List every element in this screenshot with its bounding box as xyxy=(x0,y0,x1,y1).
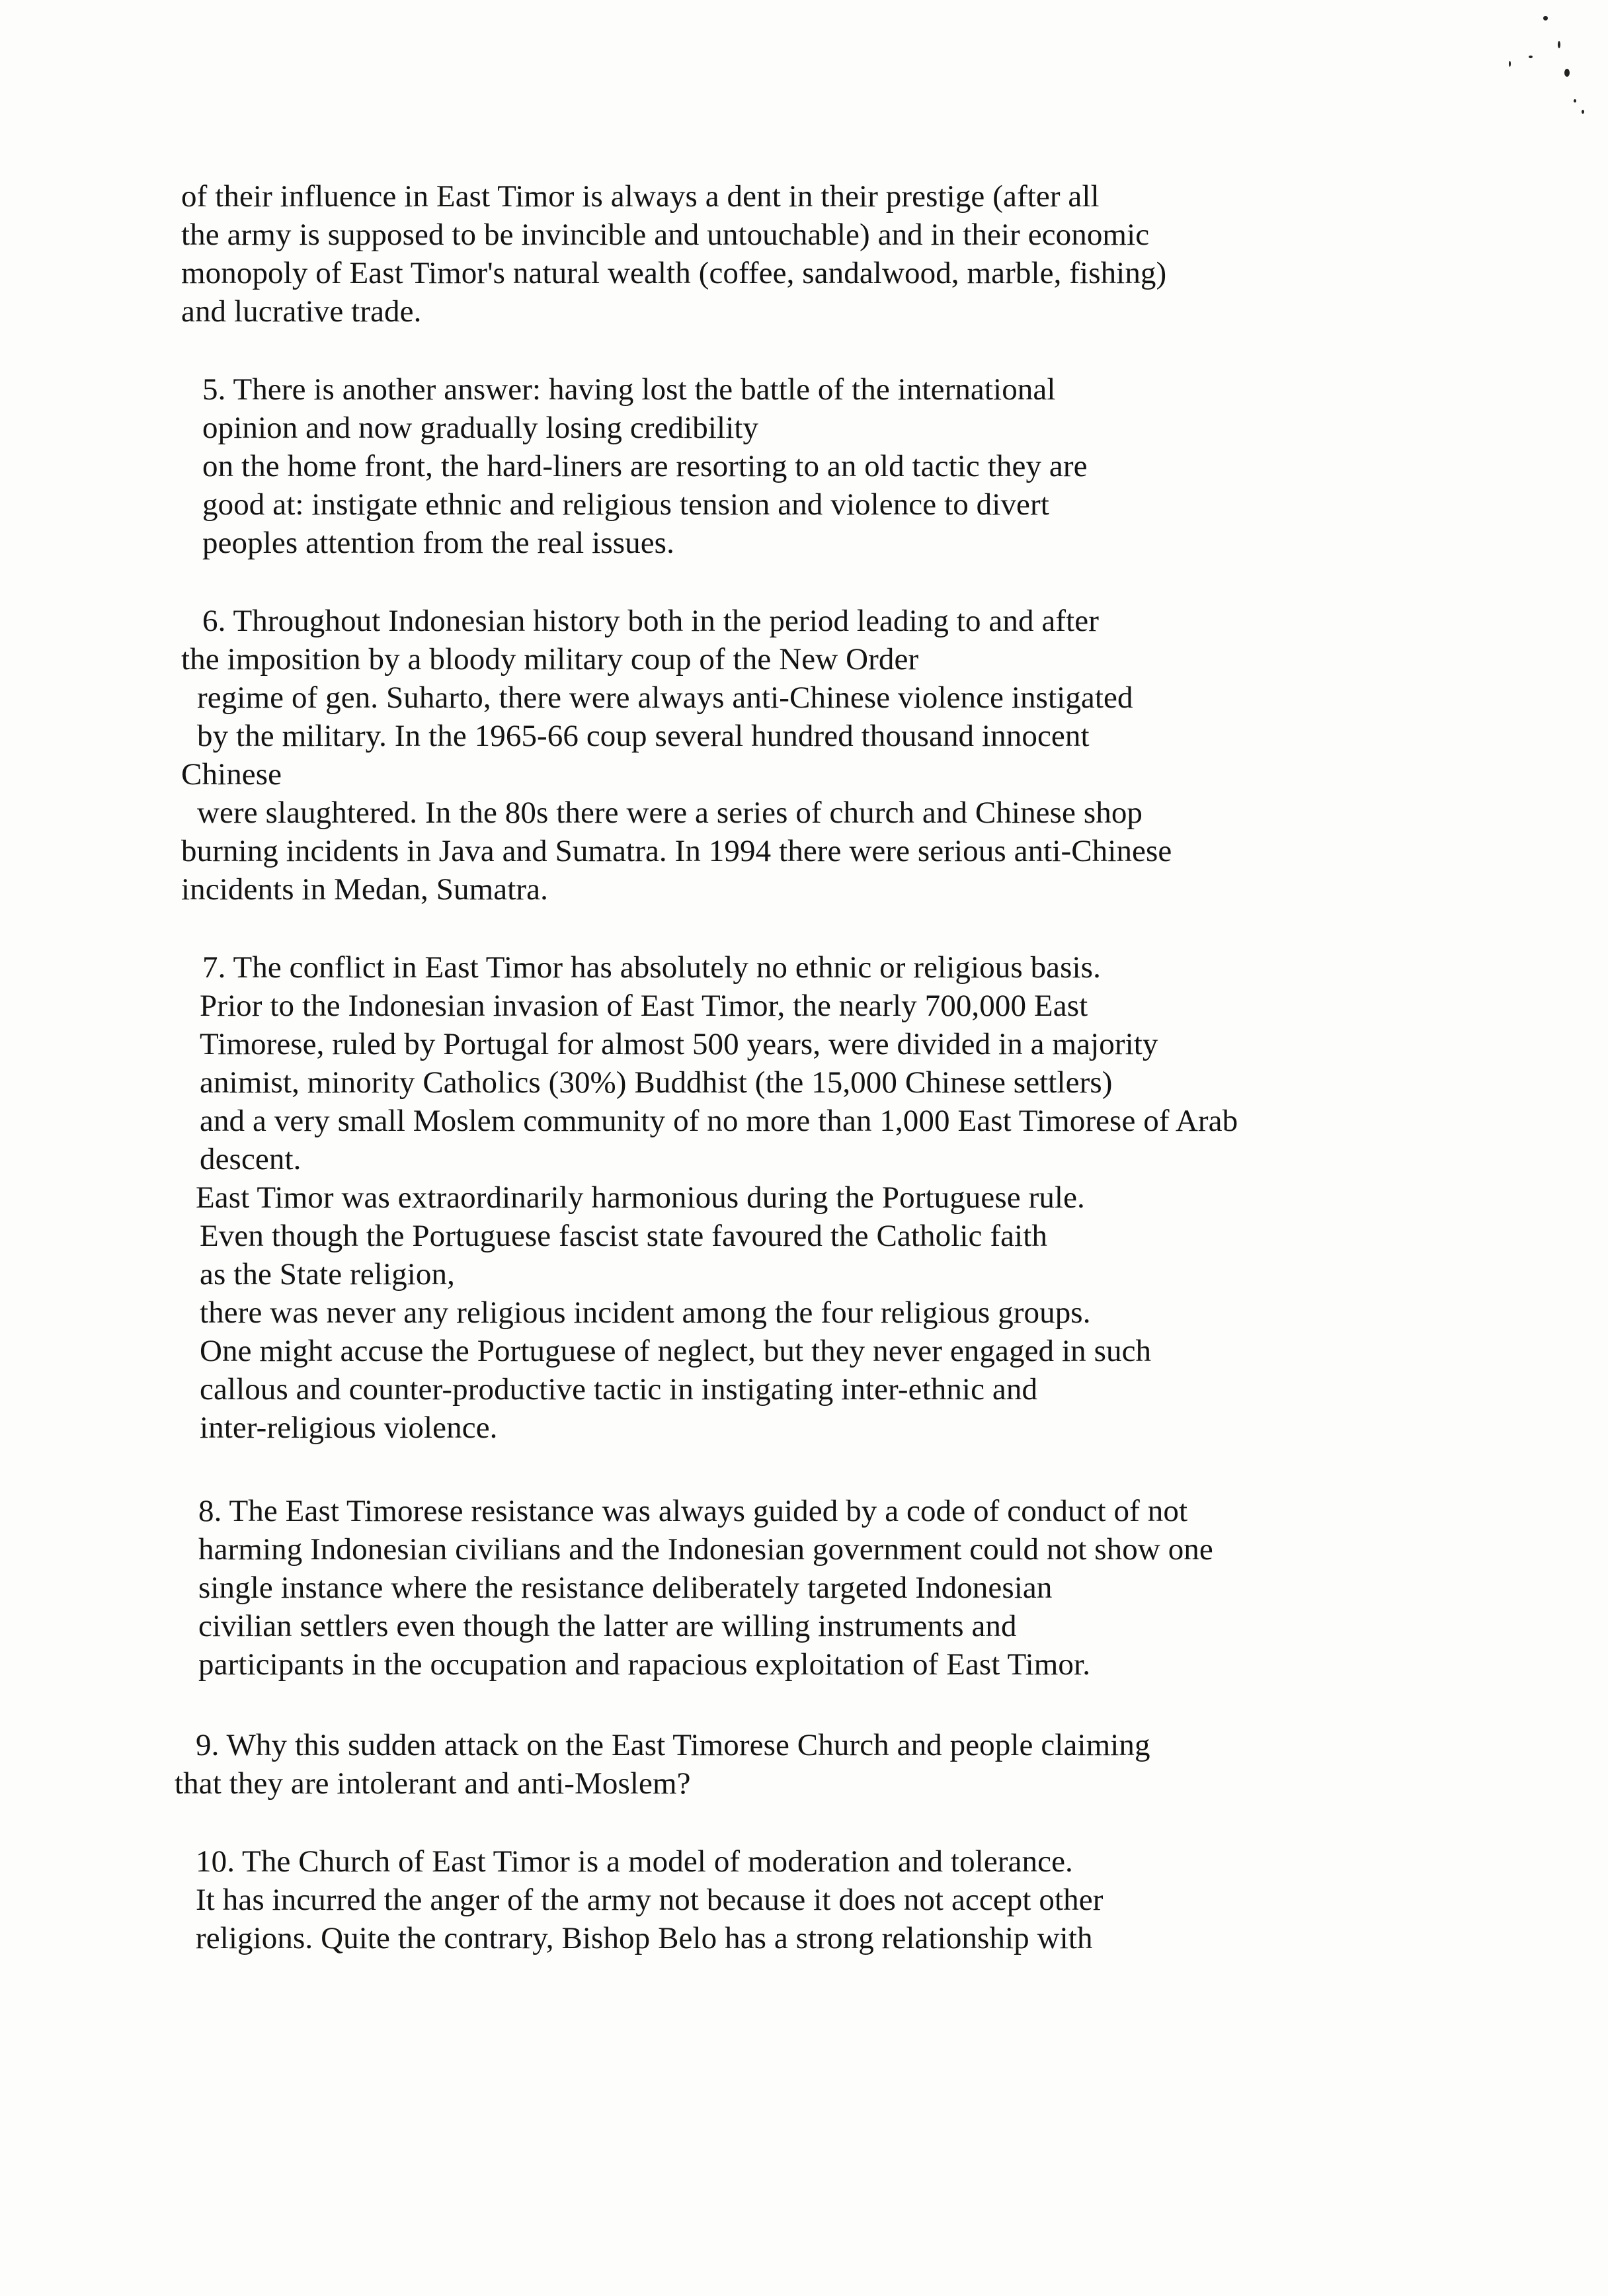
text-line: Even though the Portuguese fascist state favoured the Catholic faith xyxy=(200,1219,1047,1253)
text-line: peoples attention from the real issues. xyxy=(202,526,674,560)
text-line: there was never any religious incident among the four religious groups. xyxy=(200,1295,1091,1330)
text-line: civilian settlers even though the latter are willing instruments and xyxy=(198,1609,1017,1643)
text-line: Chinese xyxy=(181,757,282,792)
scan-speck xyxy=(1543,16,1548,20)
text-line: inter-religious violence. xyxy=(200,1411,498,1445)
text-line: monopoly of East Timor's natural wealth (coffee, sandalwood, marble, fishing) xyxy=(181,256,1167,290)
text-line: by the military. In the 1965-66 coup several hundred thousand innocent xyxy=(197,719,1090,753)
text-line: harming Indonesian civilians and the Indonesian government could not show one xyxy=(198,1532,1213,1567)
text-line: the army is supposed to be invincible and untouchable) and in their economic xyxy=(181,218,1150,252)
text-line: on the home front, the hard-liners are resorting to an old tactic they are xyxy=(202,449,1088,483)
scan-speck xyxy=(1564,69,1570,77)
text-line: of their influence in East Timor is always a dent in their prestige (after all xyxy=(181,179,1100,214)
text-line: burning incidents in Java and Sumatra. In 1994 there were serious anti-Chinese xyxy=(181,834,1172,868)
text-line: 6. Throughout Indonesian history both in the period leading to and after xyxy=(202,604,1099,638)
text-line: Prior to the Indonesian invasion of East Timor, the nearly 700,000 East xyxy=(200,989,1088,1023)
text-line: One might accuse the Portuguese of neglect, but they never engaged in such xyxy=(200,1334,1152,1368)
text-line: East Timor was extraordinarily harmonious during the Portuguese rule. xyxy=(196,1180,1085,1215)
text-line: 10. The Church of East Timor is a model of moderation and tolerance. xyxy=(196,1844,1073,1879)
text-line: callous and counter-productive tactic in instigating inter-ethnic and xyxy=(200,1372,1038,1407)
text-line: 5. There is another answer: having lost the battle of the international xyxy=(202,372,1056,407)
text-line: opinion and now gradually losing credibility xyxy=(202,411,759,445)
scan-speck xyxy=(1509,61,1511,67)
text-line: the imposition by a bloody military coup of the New Order xyxy=(181,642,919,676)
text-line: single instance where the resistance deliberately targeted Indonesian xyxy=(198,1571,1053,1605)
scan-speck xyxy=(1558,41,1560,48)
scan-speck xyxy=(1529,56,1533,58)
text-line: and a very small Moslem community of no more than 1,000 East Timorese of Arab xyxy=(200,1104,1238,1138)
scan-speck xyxy=(1582,110,1584,114)
text-line: Timorese, ruled by Portugal for almost 500 years, were divided in a majority xyxy=(200,1027,1158,1061)
text-line: and lucrative trade. xyxy=(181,294,422,329)
text-line: 9. Why this sudden attack on the East Timorese Church and people claiming xyxy=(196,1728,1150,1762)
text-line: religions. Quite the contrary, Bishop Belo has a strong relationship with xyxy=(196,1921,1093,1955)
scan-speck xyxy=(1574,99,1576,102)
text-line: It has incurred the anger of the army not because it does not accept other xyxy=(196,1883,1104,1917)
text-line: incidents in Medan, Sumatra. xyxy=(181,872,548,907)
text-line: animist, minority Catholics (30%) Buddhist (the 15,000 Chinese settlers) xyxy=(200,1065,1113,1100)
text-line: were slaughtered. In the 80s there were a series of church and Chinese shop xyxy=(197,796,1143,830)
text-line: good at: instigate ethnic and religious tension and violence to divert xyxy=(202,487,1049,522)
text-line: 8. The East Timorese resistance was always guided by a code of conduct of not xyxy=(198,1494,1188,1528)
text-line: regime of gen. Suharto, there were always anti-Chinese violence instigated xyxy=(197,680,1133,715)
text-line: as the State religion, xyxy=(200,1257,455,1292)
text-line: participants in the occupation and rapacious exploitation of East Timor. xyxy=(198,1647,1091,1682)
text-line: that they are intolerant and anti-Moslem? xyxy=(175,1766,691,1801)
text-line: descent. xyxy=(200,1142,302,1176)
text-line: 7. The conflict in East Timor has absolutely no ethnic or religious basis. xyxy=(202,950,1101,985)
